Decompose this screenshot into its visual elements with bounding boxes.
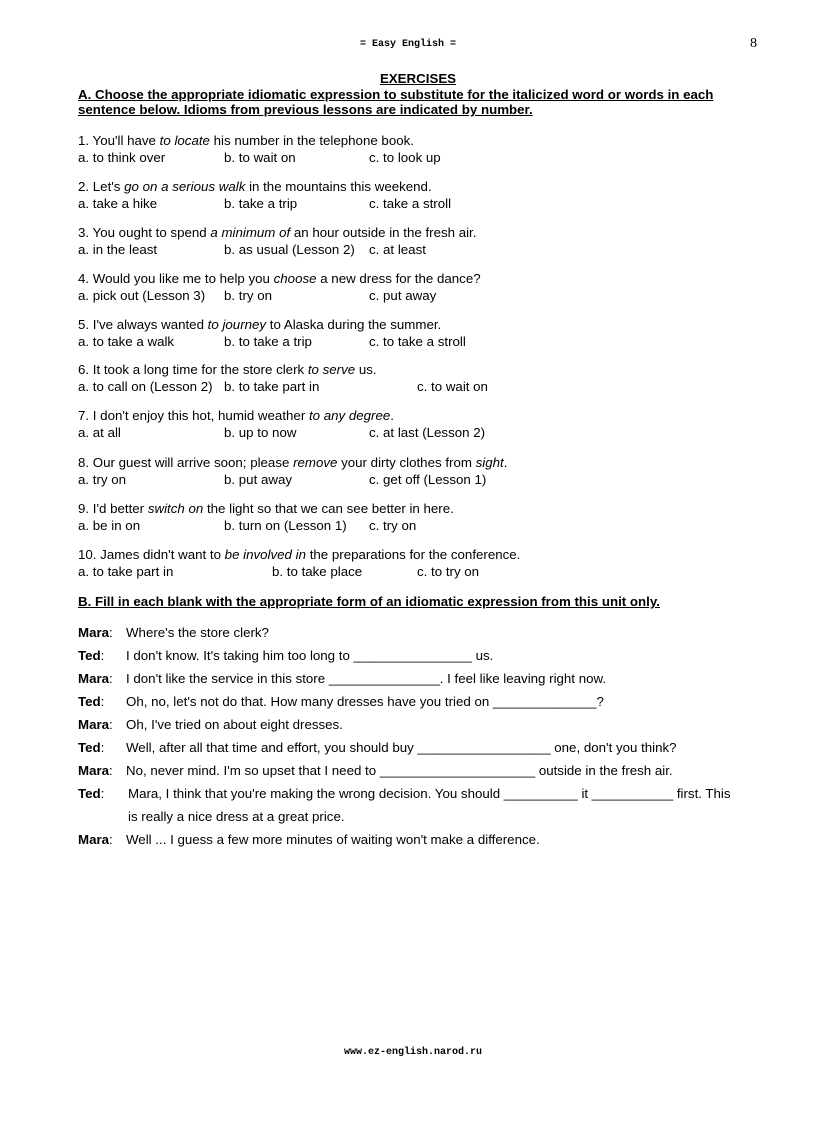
- question-stem: 10. James didn't want to be involved in the preparations for the conference.: [78, 547, 521, 562]
- question-stem: 3. You ought to spend a minimum of an hour outside in the fresh air.: [78, 225, 477, 240]
- speaker: Ted:: [78, 694, 105, 709]
- option-c: c. to take a stroll: [369, 334, 466, 349]
- footer-url: www.ez-english.narod.ru: [343, 1047, 483, 1058]
- speaker: Ted:: [78, 786, 105, 801]
- option-c: c. to look up: [369, 150, 441, 165]
- option-a: a. to take part in: [78, 564, 174, 579]
- part-a-instruction: A. Choose the appropriate idiomatic expression to substitute for the italicized word or words in each sentence below. Idioms from previous lessons are indicated by number.: [78, 87, 714, 117]
- option-a: a. try on: [78, 472, 127, 487]
- question-stem: 2. Let's go on a serious walk in the mountains this weekend.: [78, 179, 432, 194]
- option-b: b. up to now: [224, 425, 297, 440]
- option-b: b. to take a trip: [224, 334, 312, 349]
- dialogue-text: Where's the store clerk?: [126, 625, 269, 640]
- question-stem: 8. Our guest will arrive soon; please remove your dirty clothes from sight.: [78, 455, 508, 470]
- speaker: Ted:: [78, 648, 105, 663]
- dialogue-text: Mara, I think that you're making the wrong decision. You should __________ it ___________ first. This: [128, 786, 731, 801]
- part-b-instruction: B. Fill in each blank with the appropriate form of an idiomatic expression from this unit only.: [78, 594, 660, 609]
- option-c: c. put away: [369, 288, 437, 303]
- option-a: a. to call on (Lesson 2): [78, 379, 213, 394]
- option-a: a. take a hike: [78, 196, 158, 211]
- option-c: c. at last (Lesson 2): [369, 425, 486, 440]
- question-stem: 1. You'll have to locate his number in the telephone book.: [78, 133, 414, 148]
- speaker: Mara:: [78, 671, 113, 686]
- option-c: c. try on: [369, 518, 417, 533]
- page-number: 8: [750, 36, 757, 51]
- option-b: b. take a trip: [224, 196, 298, 211]
- option-a: a. in the least: [78, 242, 158, 257]
- speaker: Mara:: [78, 717, 113, 732]
- question-stem: 9. I'd better switch on the light so that we can see better in here.: [78, 501, 454, 516]
- dialogue-text: is really a nice dress at a great price.: [128, 809, 345, 824]
- running-header: = Easy English =: [359, 39, 456, 50]
- dialogue-text: No, never mind. I'm so upset that I need to _____________________ outside in the fresh air.: [126, 763, 673, 778]
- question-stem: 6. It took a long time for the store clerk to serve us.: [78, 362, 377, 377]
- option-a: a. be in on: [78, 518, 141, 533]
- option-a: a. at all: [78, 425, 121, 440]
- option-c: c. to try on: [417, 564, 480, 579]
- option-c: c. get off (Lesson 1): [369, 472, 487, 487]
- dialogue-text: I don't know. It's taking him too long to ________________ us.: [126, 648, 494, 663]
- option-b: b. to wait on: [224, 150, 296, 165]
- question-stem: 7. I don't enjoy this hot, humid weather to any degree.: [78, 408, 394, 423]
- speaker: Mara:: [78, 625, 113, 640]
- option-a: a. to take a walk: [78, 334, 175, 349]
- speaker: Mara:: [78, 832, 113, 847]
- option-a: a. to think over: [78, 150, 166, 165]
- dialogue-text: Well, after all that time and effort, you should buy __________________ one, don't you think?: [126, 740, 677, 755]
- dialogue-text: Well ... I guess a few more minutes of waiting won't make a difference.: [126, 832, 540, 847]
- option-c: c. at least: [369, 242, 426, 257]
- option-c: c. to wait on: [417, 379, 488, 394]
- option-b: b. to take part in: [224, 379, 320, 394]
- speaker: Mara:: [78, 763, 113, 778]
- question-stem: 4. Would you like me to help you choose a new dress for the dance?: [78, 271, 481, 286]
- option-b: b. try on: [224, 288, 273, 303]
- section-title: EXERCISES: [379, 71, 457, 86]
- dialogue-text: Oh, no, let's not do that. How many dresses have you tried on ______________?: [126, 694, 604, 709]
- option-a: a. pick out (Lesson 3): [78, 288, 206, 303]
- speaker: Ted:: [78, 740, 105, 755]
- option-b: b. turn on (Lesson 1): [224, 518, 347, 533]
- option-b: b. as usual (Lesson 2): [224, 242, 355, 257]
- option-b: b. to take place: [272, 564, 363, 579]
- option-b: b. put away: [224, 472, 293, 487]
- option-c: c. take a stroll: [369, 196, 452, 211]
- question-stem: 5. I've always wanted to journey to Alaska during the summer.: [78, 317, 442, 332]
- dialogue-text: I don't like the service in this store _______________. I feel like leaving right now.: [126, 671, 607, 686]
- dialogue-text: Oh, I've tried on about eight dresses.: [126, 717, 343, 732]
